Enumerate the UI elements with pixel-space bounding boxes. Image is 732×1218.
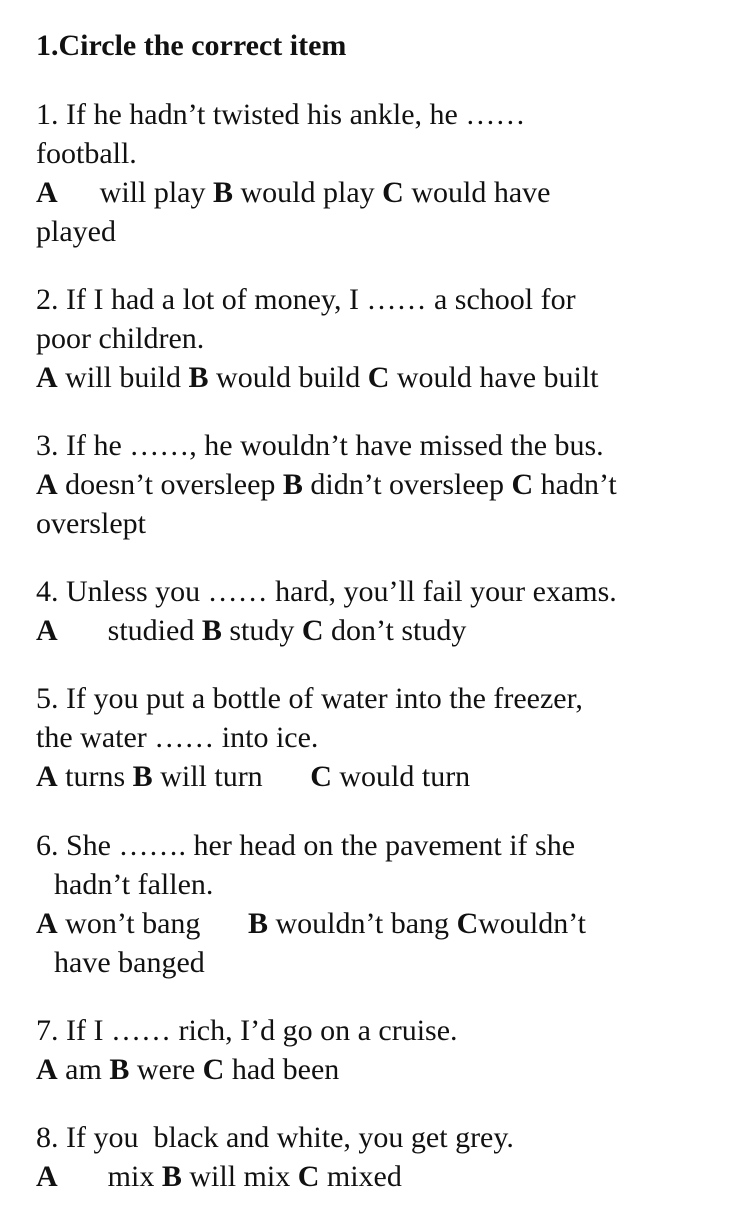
option-b-text[interactable]: would play: [240, 176, 375, 209]
option-b-letter: B: [188, 361, 209, 394]
question-5-options: [36, 757, 716, 796]
option-c-text[interactable]: would have built: [396, 361, 599, 394]
option-c-letter: C: [456, 907, 479, 940]
question-5-stem-line-1: 5. If you put a bottle of water into the freezer,: [36, 682, 583, 715]
option-b-text[interactable]: were: [136, 1053, 196, 1086]
question-4-options: [36, 611, 716, 650]
question-3-options-wrap[interactable]: overslept: [36, 507, 146, 540]
option-b-letter: B: [282, 468, 303, 501]
question-2-stem-line-2: poor children.: [36, 322, 205, 355]
question-4: [36, 572, 716, 650]
option-a-text[interactable]: am: [65, 1053, 102, 1086]
option-c-letter: C: [301, 614, 324, 647]
question-6-stem-line-2: hadn’t fallen.: [54, 868, 214, 901]
question-1: [36, 95, 716, 251]
option-c-letter: C: [310, 760, 332, 793]
question-7-options: [36, 1050, 716, 1089]
question-3: [36, 426, 716, 543]
question-3-options: [36, 465, 716, 504]
option-b-text[interactable]: will turn: [160, 760, 263, 793]
option-b-text[interactable]: would build: [216, 361, 361, 394]
option-a-text[interactable]: will build: [65, 361, 182, 394]
question-4-stem-line-1: 4. Unless you …… hard, you’ll fail your exams.: [36, 575, 617, 608]
option-a-text[interactable]: studied: [107, 614, 195, 647]
option-b-letter: B: [132, 760, 153, 793]
question-1-stem-line-2: football.: [36, 137, 137, 170]
option-c-text[interactable]: hadn’t: [540, 468, 617, 501]
question-5: [36, 679, 716, 796]
option-b-text[interactable]: will mix: [189, 1160, 291, 1193]
question-2: [36, 280, 716, 397]
option-a-letter: A: [36, 1053, 58, 1086]
option-c-letter: C: [511, 468, 534, 501]
option-b-letter: B: [247, 907, 268, 940]
option-b-text[interactable]: wouldn’t bang: [275, 907, 450, 940]
option-a-text[interactable]: mix: [107, 1160, 155, 1193]
option-a-text[interactable]: turns: [65, 760, 126, 793]
option-c-letter: C: [202, 1053, 225, 1086]
question-3-stem-line-1: 3. If he ……, he wouldn’t have missed the bus.: [36, 429, 604, 462]
question-5-stem-line-2: the water …… into ice.: [36, 721, 319, 754]
question-8-options: [36, 1157, 716, 1196]
option-c-text[interactable]: had been: [231, 1053, 340, 1086]
option-a-letter: A: [36, 361, 58, 394]
option-a-text[interactable]: will play: [99, 176, 206, 209]
question-6-options-wrap[interactable]: have banged: [54, 946, 205, 979]
option-b-text[interactable]: didn’t oversleep: [310, 468, 504, 501]
option-a-text[interactable]: won’t bang: [65, 907, 201, 940]
option-a-letter: A: [36, 907, 58, 940]
option-c-text[interactable]: don’t study: [331, 614, 467, 647]
option-b-text[interactable]: study: [229, 614, 295, 647]
option-c-text[interactable]: would have: [411, 176, 551, 209]
option-c-letter: C: [382, 176, 404, 209]
option-a-letter: A: [36, 176, 58, 209]
worksheet-title: 1.Circle the correct item: [36, 29, 347, 62]
question-1-options: [36, 173, 716, 212]
question-7-stem-line-1: 7. If I …… rich, I’d go on a cruise.: [36, 1014, 458, 1047]
question-2-options: [36, 358, 716, 397]
option-b-letter: B: [201, 614, 222, 647]
option-b-letter: B: [109, 1053, 130, 1086]
question-8: [36, 1118, 716, 1196]
option-a-letter: A: [36, 468, 58, 501]
question-1-stem-line-1: 1. If he hadn’t twisted his ankle, he ……: [36, 98, 526, 131]
option-c-letter: C: [367, 361, 390, 394]
question-6-options: [36, 904, 716, 943]
option-a-letter: A: [36, 760, 58, 793]
option-c-text[interactable]: would turn: [339, 760, 471, 793]
option-c-text[interactable]: wouldn’t: [478, 907, 587, 940]
question-6: [36, 826, 716, 982]
option-a-letter: A: [36, 614, 58, 647]
question-2-stem-line-1: 2. If I had a lot of money, I …… a school for: [36, 283, 576, 316]
option-c-letter: C: [297, 1160, 320, 1193]
option-b-letter: B: [161, 1160, 182, 1193]
question-1-options-wrap[interactable]: played: [36, 215, 116, 248]
option-b-letter: B: [213, 176, 234, 209]
option-c-text[interactable]: mixed: [326, 1160, 402, 1193]
option-a-text[interactable]: doesn’t oversleep: [65, 468, 276, 501]
question-6-stem-line-1: 6. She ……. her head on the pavement if she: [36, 829, 576, 862]
question-8-stem-line-1: 8. If you black and white, you get grey.: [36, 1121, 514, 1154]
option-a-letter: A: [36, 1160, 58, 1193]
question-7: [36, 1011, 716, 1089]
